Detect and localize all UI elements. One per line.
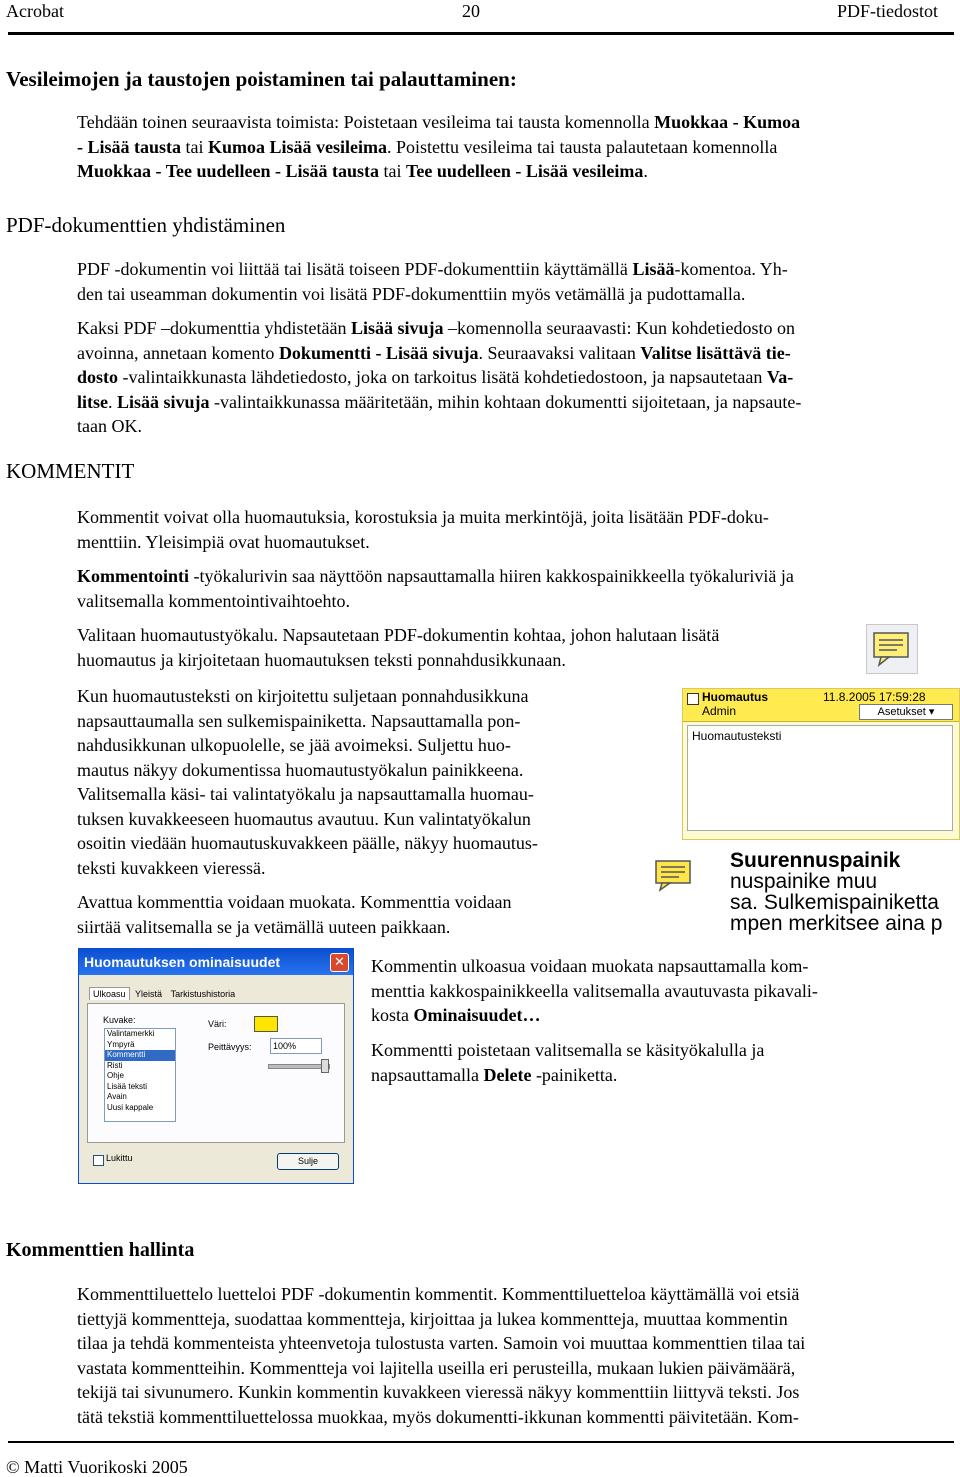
icon-option[interactable]: Ohje [107,1071,124,1080]
icon-option[interactable]: Avain [107,1092,127,1101]
tab-yleista[interactable]: Yleistä [135,989,163,999]
document-note-button[interactable] [652,855,696,893]
icon-option[interactable]: Uusi kappale [107,1102,154,1112]
dialog-titlebar [79,949,353,975]
paragraph-merge-1: PDF -dokumentin voi liittää tai lisätä toiseen PDF-dokumenttiin käyttämällä Lisää-komentoa. Yh- den tai useamman dokumentin voi lisätä PDF-dokumenttiin myös vetämällä ja pudottamalla. [77,259,788,304]
paragraph-comments-1: Kommentit voivat olla huomautuksia, korostuksia ja muita merkintöjä, joita lisätään PDF-doku- menttiin. Yleisimpiä ovat huomautukset. [77,507,769,552]
opacity-label: Peittävyys: [208,1042,252,1052]
section-title-comments: KOMMENTIT [6,459,135,483]
tab-ulkoasu[interactable]: Ulkoasu [89,987,130,1000]
paragraph-manage: Kommenttiluettelo luetteloi PDF -dokumentin kommentit. Kommenttiluetteloa käyttämällä voi etsiä tiettyjä kommentteja, suodattaa kommentteja, kirjoittaa ja lukea kommentteja, muuttaa kommentin tilaa ja tehdä kommenteista yhteenvetoja tulostusta varten. Samoin voi muuttaa kommenttien tilaa tai vastata kommentteihin. Kommentteja voi lajitella useilla eri perusteilla, mukaan lukien päivämäärä, tekijä tai sivunumero. Kunkin kommentin kuvakkeen vieressä näkyy kommenttiin liittyvä teksti. Jos tätä tekstiä kommenttiluettelossa muokkaa, myös dokumentti-ikkunan kommentti päivitetään. Kom- [77,1284,806,1427]
note-popup-author: Admin [702,704,737,718]
properties-dialog [78,948,354,1184]
opacity-input[interactable]: 100% [270,1038,322,1054]
color-swatch[interactable] [254,1016,278,1032]
note-popup-text-area[interactable] [687,725,953,831]
dialog-close-button[interactable]: ✕ [330,953,349,972]
paragraph-comments-2: Kommentointi -työkalurivin saa näyttöön napsauttamalla hiiren kakkospainikkeella työkaluriviä ja valitsemalla kommentointivaihtoehto. [77,566,794,611]
icon-listbox[interactable] [104,1028,176,1122]
icon-option[interactable]: Ympyrä [107,1039,135,1049]
note-popup-text: Huomautusteksti [692,729,782,743]
icon-option[interactable]: Valintamerkki [107,1029,155,1038]
icon-option[interactable]: Lisää teksti [107,1081,148,1091]
section-title-merge: PDF-dokumenttien yhdistäminen [6,213,286,237]
dialog-close-text-button[interactable]: Sulje [277,1153,339,1170]
paragraph-merge-2: Kaksi PDF –dokumenttia yhdistetään Lisää sivuja –komennolla seuraavasti: Kun kohdetiedosto on avoinna, annetaan komento Dokumentti - Lisää sivuja. Seuraavaksi valitaan Valitse lisättävä tie- dosto -valintaikkunasta lähdetiedosto, joka on tarkoitus lisätä kohdetiedostoon, ja napsautetaan Va- litse. Lisää sivuja -valintaikkunassa määritetään, mihin kohtaan dokumentti sijoitetaan, ja napsaute- taan OK. [77,318,802,436]
note-popup-title: Huomautus [702,690,768,704]
dialog-title: Huomautuksen ominaisuudet [84,954,281,970]
section-title-watermarks: Vesileimojen ja taustojen poistaminen tai palauttaminen: [6,67,517,91]
page-number: 20 [462,1,480,21]
icon-label: Kuvake: [103,1015,136,1025]
paragraph-comments-7: Kommentti poistetaan valitsemalla se käsityökalulla ja napsauttamalla Delete -painiketta. [371,1040,765,1085]
dialog-tabs [89,989,238,999]
footer-rule [8,1441,954,1443]
icon-option[interactable]: Kommentti [105,1050,175,1061]
paragraph-comments-6: Kommentin ulkoasua voidaan muokata napsauttamalla kom- menttia kakkospainikkeella valitsemalla avautuvasta pikavali- kosta Ominaisuudet… [371,956,818,1025]
color-label: Väri: [208,1019,227,1029]
note-popup-date: 11.8.2005 17:59:28 [823,690,926,704]
section-title-manage: Kommenttien hallinta [6,1239,195,1261]
header-right: PDF-tiedostot [836,1,938,21]
locked-label: Lukittu [106,1153,133,1163]
icon-option[interactable]: Risti [107,1060,123,1070]
tab-tarkistushistoria[interactable]: Tarkistushistoria [170,989,236,999]
paragraph-comments-4: Kun huomautusteksti on kirjoitettu suljetaan ponnahdusikkuna napsauttaumalla sen sulkemispainiketta. Napsauttamalla pon- nahdusikkunan ulkopuolelle, se jää avoimeksi. Suljettu huo- mautus näkyy dokumentissa huomautustyökalun painikkeena. Valitsemalla käsi- tai valintatyökalu ja napsauttamalla huomau- tuksen kuvakkeeseen huomautus avautuu. Kun valintatyökalun osoitin viedään huomautuskuvakkeen päälle, näkyy huomautus- teksti kuvakkeen vieressä. [77,686,538,878]
note-popup-close-button[interactable] [687,693,699,705]
comment-note-icon [652,855,696,893]
header-rule [8,32,954,35]
locked-checkbox[interactable] [93,1155,104,1166]
note-icon [867,625,917,673]
note-popup-options-button[interactable]: Asetukset ▾ [859,704,953,720]
paragraph-watermarks: Tehdään toinen seuraavista toimista: Poistetaan vesileima tai tausta komennolla Muokkaa - Kumoa - Lisää tausta tai Kumoa Lisää vesileima. Poistettu vesileima tai tausta palautetaan komennolla Muokkaa - Tee uudelleen - Lisää tausta tai Tee uudelleen - Lisää vesileima. [77,112,801,181]
dialog-tab-panel [87,1003,345,1143]
footer-copyright: © Matti Vuorikoski 2005 [6,1457,188,1477]
note-tooltip: Suurennuspainik nuspainike muu sa. Sulkemispainiketta mpen merkitsee aina p [730,850,943,935]
opacity-slider-handle[interactable] [321,1059,329,1073]
paragraph-comments-3: Valitaan huomautustyökalu. Napsautetaan PDF-dokumentin kohtaa, johon halutaan lisätä huomautus ja kirjoitetaan huomautuksen teksti ponnahdusikkunaan. [77,625,720,670]
header-left: Acrobat [6,1,64,21]
note-tool-button[interactable] [866,624,918,674]
note-popup [682,688,960,840]
paragraph-comments-5: Avattua kommenttia voidaan muokata. Kommenttia voidaan siirtää valitsemalla se ja vetämällä uuteen paikkaan. [77,892,512,937]
